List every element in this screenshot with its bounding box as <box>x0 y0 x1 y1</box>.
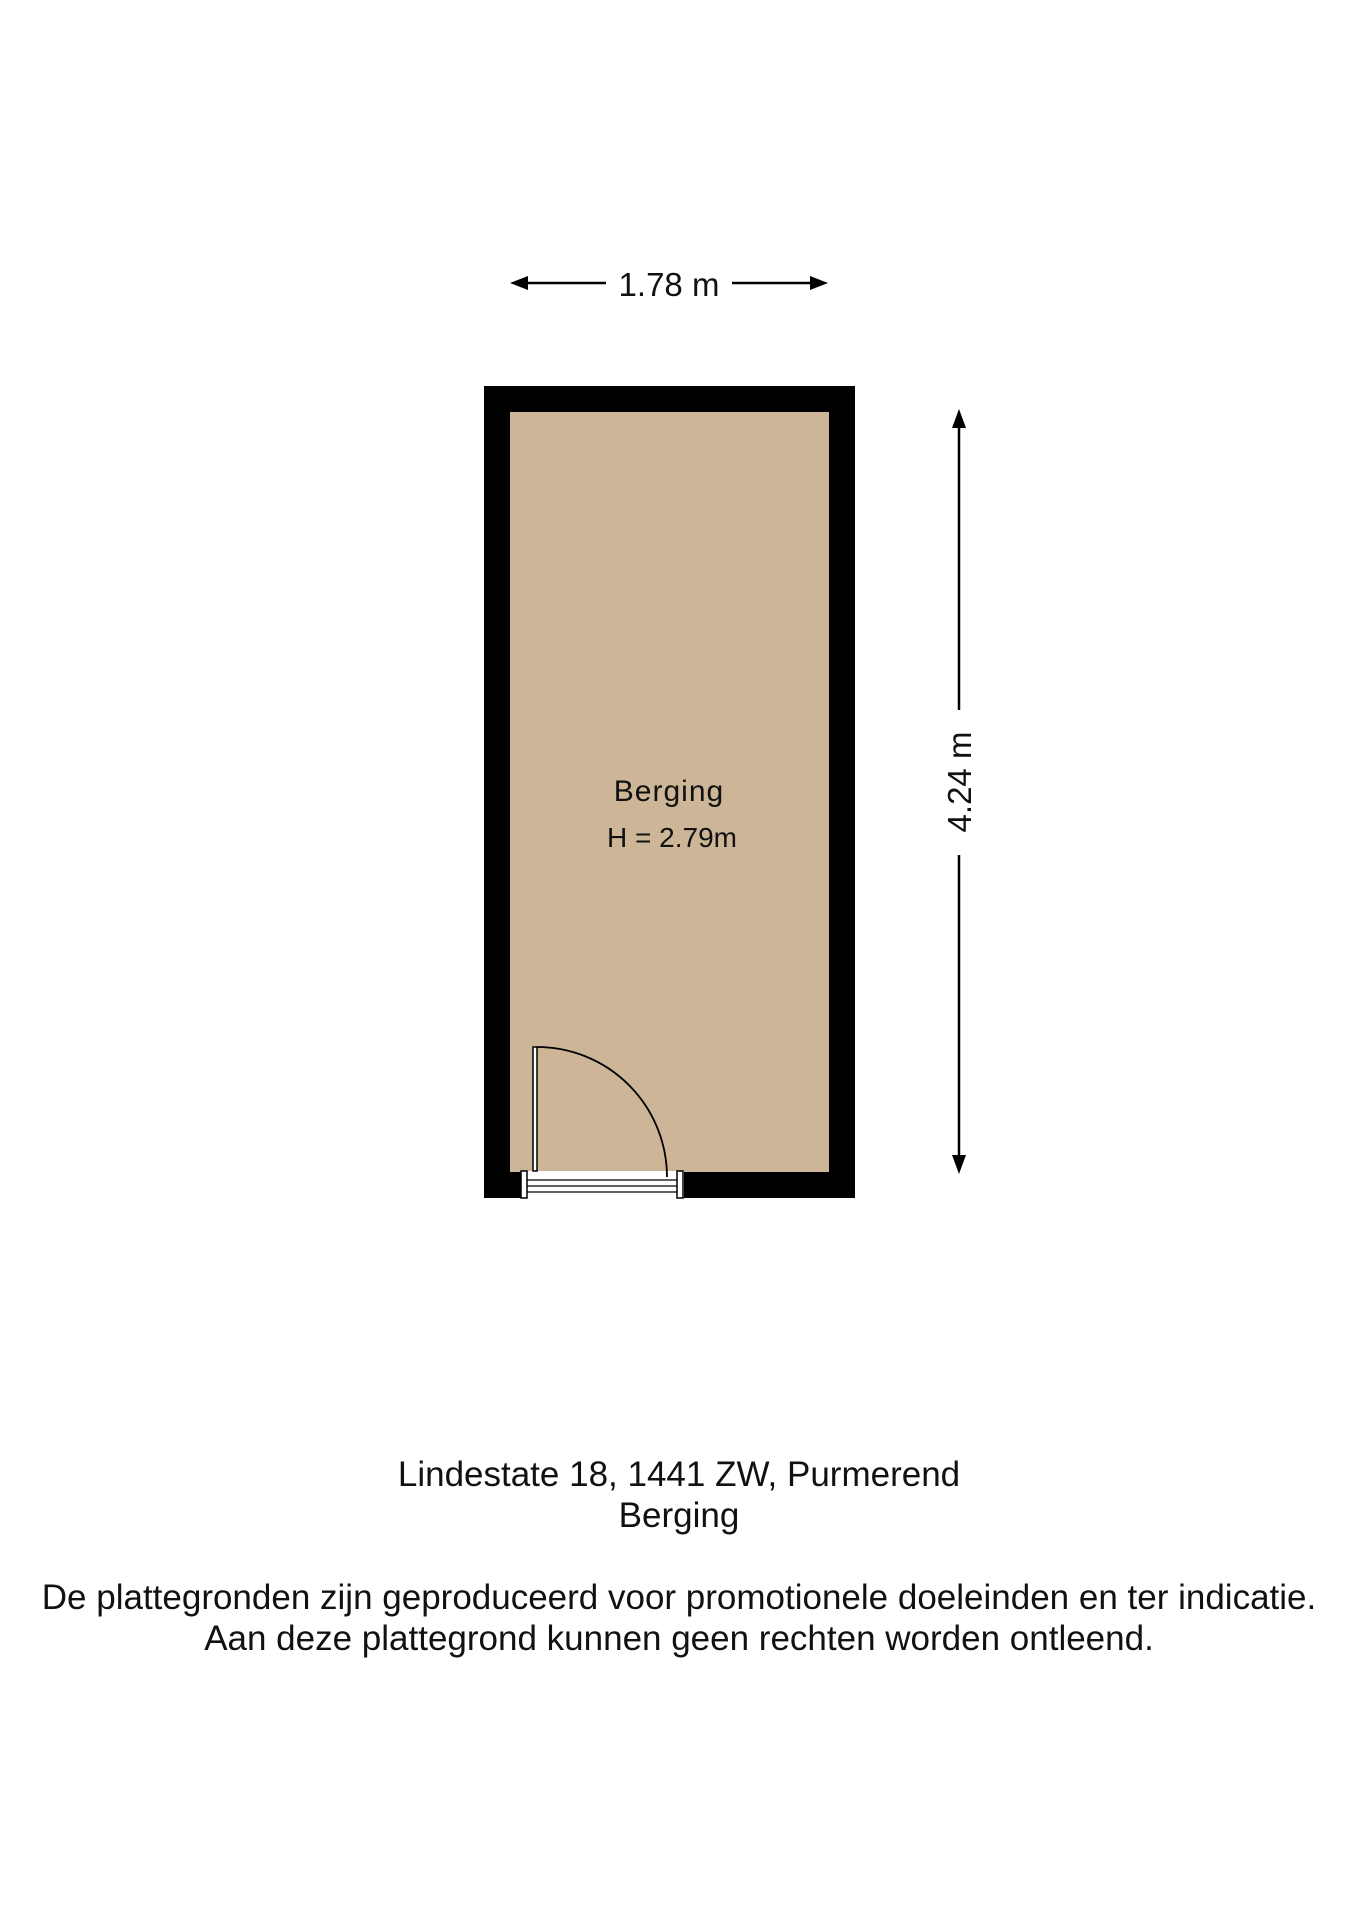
disclaimer-caption <box>0 1577 1358 1659</box>
address-caption <box>0 1454 1358 1536</box>
door-opening <box>521 1171 684 1199</box>
room-height-label: H = 2.79m <box>607 822 737 853</box>
arrow-left-icon <box>510 276 528 290</box>
height-dimension <box>941 409 978 1174</box>
width-dimension <box>510 266 828 303</box>
width-dimension-label: 1.78 m <box>618 266 720 303</box>
height-dimension-label: 4.24 m <box>941 731 978 833</box>
door-frame-right <box>677 1171 683 1198</box>
address-text: Lindestate 18, 1441 ZW, Purmerend <box>397 1455 961 1494</box>
arrow-down-icon <box>952 1155 966 1174</box>
door-leaf <box>533 1047 537 1171</box>
disclaimer-line-2: Aan deze plattegrond kunnen geen rechten worden ontleend. <box>204 1619 1154 1658</box>
door-frame-left <box>521 1171 527 1198</box>
floor-name-text: Berging <box>618 1496 740 1535</box>
disclaimer-line-1: De plattegronden zijn geproduceerd voor promotionele doeleinden en ter indicatie. <box>41 1578 1317 1617</box>
room-name-label: Berging <box>613 775 725 808</box>
arrow-right-icon <box>810 276 828 290</box>
